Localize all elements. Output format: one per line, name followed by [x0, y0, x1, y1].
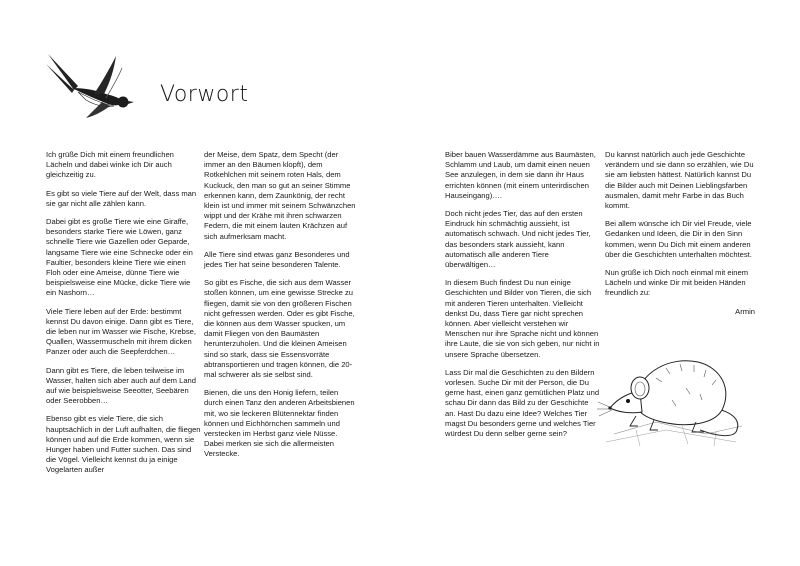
paragraph: Es gibt so viele Tiere auf der Welt, dass man sie gar nicht alle zählen kann.	[46, 188, 197, 208]
mouse-illustration	[596, 338, 746, 448]
paragraph: Bei allem wünsche ich Dir viel Freude, viele Gedanken und Ideen, die Dir in den Sinn kommen, wenn Du Dich mit einem anderen über die Geschichten unterhalten möchtest.	[605, 219, 752, 259]
paragraph: Ebenso gibt es viele Tiere, die sich hauptsächlich in der Luft aufhalten, die fliegen können und auf die Erde kommen, wenn sie Hunger haben und Futter suchen. Das sind die Vögel. Vielleicht kennst du ja einige Vogelarten außer	[46, 414, 201, 475]
signature: Armin	[735, 306, 755, 316]
paragraph: Ich grüße Dich mit einem freundlichen Lächeln und dabei winke ich Dir auch gleichzeitig zu.	[46, 150, 174, 180]
paragraph: So gibt es Fische, die sich aus dem Wasser stoßen können, um eine gewisse Strecke zu fliegen, damit sie von den größeren Fischen nicht gefressen werden. Oder es gibt Fische, die können aus dem Wasser spucken, um damit Fliegen von den Baumästen herunterzuholen. Und die kleinen Ameisen sind so stark, dass sie Essensvorräte abtransportieren und tragen können, die 20-mal schwerer als sie selbst sind.	[204, 278, 355, 380]
paragraph: Biber bauen Wasserdämme aus Baumästen, Schlamm und Laub, um damit einen neuen See anzulegen, in dem sie dann ihr Haus errichten können (mit einem unterirdischen Hauseingang)….	[445, 150, 596, 200]
paragraph: Nun grüße ich Dich noch einmal mit einem Lächeln und winke Dir mit beiden Händen freundlich zu:	[605, 268, 749, 298]
swallow-illustration	[44, 50, 136, 120]
paragraph: Bienen, die uns den Honig liefern, teilen durch einen Tanz den anderen Arbeitsbienen mit, wo sie leckeren Blütennektar finden können und Eichhörnchen sammeln und verstecken im Herbst ganz viele Nüsse. Dabei merken sie sich die allermeisten Verstecke.	[204, 388, 355, 459]
text-column-2	[204, 150, 359, 468]
text-column-1	[46, 150, 201, 484]
paragraph: Dabei gibt es große Tiere wie eine Giraffe, besonders starke Tiere wie Löwen, ganz schnelle Tiere wie Gazellen oder Geparde, langsame Tiere wie eine Schnecke oder ein Faultier, besonders kleine Tiere wie einen Floh oder eine Ameise, dünne Tiere wie beispielsweise eine Mücke, dicke Tiere wie ein Nashorn…	[46, 217, 193, 298]
paragraph: Dann gibt es Tiere, die leben teilweise im Wasser, halten sich aber auch auf dem Land auf wie beispielsweise Seeotter, Seebären oder Seerobben…	[46, 365, 196, 406]
paragraph: der Meise, dem Spatz, dem Specht (der immer an den Bäumen klopft), dem Rotkehlchen mit seinem roten Hals, dem Kuckuck, den man so gut an seiner Stimme erkennen kann, dem Zaunkönig, der recht klein ist und immer mit seinem Schwänzchen wippt und der Krähe mit ihren schwarzen Federn, die mit einem lauten Krächzen auf sich aufmerksam macht.	[204, 150, 356, 241]
paragraph: Alle Tiere sind etwas ganz Besonderes und jedes Tier hat seine besonderen Talente.	[204, 249, 350, 270]
paragraph: Du kannst natürlich auch jede Geschichte verändern und sie dann so erzählen, wie Du sie am liebsten hättest. Natürlich kannst Du die Bilder auch mit Deinen Lieblingsfarben ausmalen, damit mehr Farbe in das Buch kommt.	[605, 150, 754, 211]
paragraph: In diesem Buch findest Du nun einige Geschichten und Bilder von Tieren, die sich mit anderen Tieren unterhalten. Vielleicht denkst Du, dass Tiere gar nicht sprechen können. Aber vielleicht verstehen wir Menschen nur ihre Sprache nicht und können ihre Laute, die sie von sich geben, nur nicht in unsere Sprache übersetzen.	[445, 278, 600, 359]
paragraph: Viele Tiere leben auf der Erde: bestimmt kennst Du davon einige. Dann gibt es Tiere, die leben nur im Wasser wie Fische, Krebse, Quallen, Wassermuscheln mit ihrem dicken Panzer oder auch die Seepferdchen…	[46, 306, 196, 357]
text-column-3	[445, 150, 600, 447]
paragraph: Doch nicht jedes Tier, das auf den ersten Eindruck hin schmächtig aussieht, ist automatisch schwach. Und nicht jedes Tier, das besonders stark aussieht, kann automatisch alle anderen Tiere überwältigen…	[445, 209, 591, 270]
paragraph: Lass Dir mal die Geschichten zu den Bildern vorlesen. Suche Dir mit der Person, die Du gerne hast, einen ganz gemütlichen Platz und schau Dir dann das Bild zu der Geschichte an. Hast Du dazu eine Idee? Welches Tier magst Du besonders gerne und welches Tier würdest Du denn selber gerne sein?	[445, 367, 600, 439]
page-title: Vorwort	[160, 82, 249, 107]
text-column-4	[605, 150, 755, 317]
